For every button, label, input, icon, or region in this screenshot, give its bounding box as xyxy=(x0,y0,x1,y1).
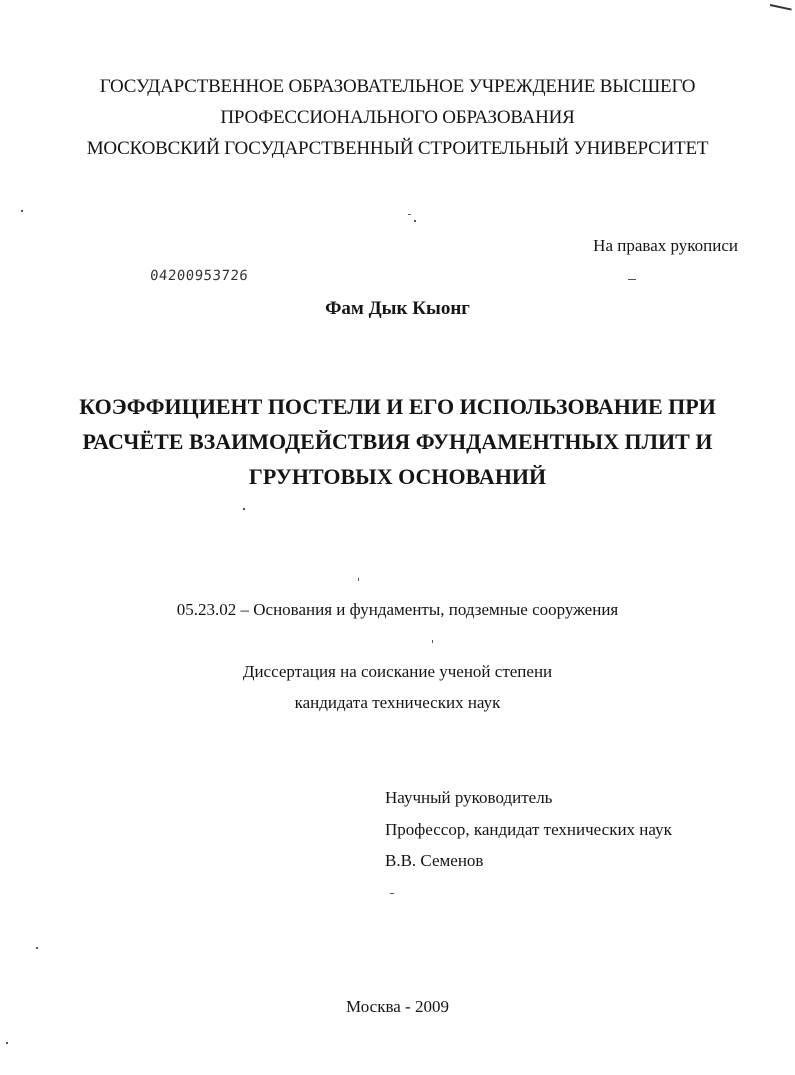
supervisor-name: В.В. Семенов xyxy=(385,851,484,870)
thesis-title-line-1: КОЭФФИЦИЕНТ ПОСТЕЛИ И ЕГО ИСПОЛЬЗОВАНИЕ ПРИ xyxy=(79,394,716,419)
institution-line-1: ГОСУДАРСТВЕННОЕ ОБРАЗОВАТЕЛЬНОЕ УЧРЕЖДЕНИЕ ВЫСШЕГО xyxy=(99,76,696,97)
author-name: Фам Дык Кыонг xyxy=(325,298,470,319)
scan-speck xyxy=(21,210,23,212)
institution-line-3: МОСКОВСКИЙ ГОСУДАРСТВЕННЫЙ СТРОИТЕЛЬНЫЙ УНИВЕРСИТЕТ xyxy=(86,138,709,159)
scan-speck xyxy=(628,279,636,280)
degree-line-1: Диссертация на соискание ученой степени xyxy=(242,662,553,681)
scan-speck xyxy=(243,508,245,510)
scan-speck xyxy=(432,640,433,643)
thesis-title-line-2: РАСЧЁТЕ ВЗАИМОДЕЙСТВИЯ ФУНДАМЕНТНЫХ ПЛИТ И xyxy=(82,429,713,454)
thesis-title-line-3: ГРУНТОВЫХ ОСНОВАНИЙ xyxy=(248,464,547,489)
scan-mark xyxy=(770,4,792,11)
supervisor-title: Профессор, кандидат технических наук xyxy=(385,820,672,839)
supervisor-role: Научный руководитель xyxy=(385,788,553,807)
place-year: Москва - 2009 xyxy=(346,997,449,1016)
scan-speck xyxy=(358,578,359,581)
scan-speck xyxy=(408,214,411,215)
degree-line-2: кандидата технических наук xyxy=(294,693,501,712)
scan-speck xyxy=(390,893,394,894)
stamp-number: 04200953726 xyxy=(149,268,249,284)
scan-speck xyxy=(414,220,416,222)
specialty-code: 05.23.02 – Основания и фундаменты, подземные сооружения xyxy=(176,600,619,619)
institution-line-2: ПРОФЕССИОНАЛЬНОГО ОБРАЗОВАНИЯ xyxy=(220,107,575,128)
scan-speck xyxy=(36,947,38,949)
manuscript-note: На правах рукописи xyxy=(593,236,738,255)
scan-speck xyxy=(6,1042,8,1044)
